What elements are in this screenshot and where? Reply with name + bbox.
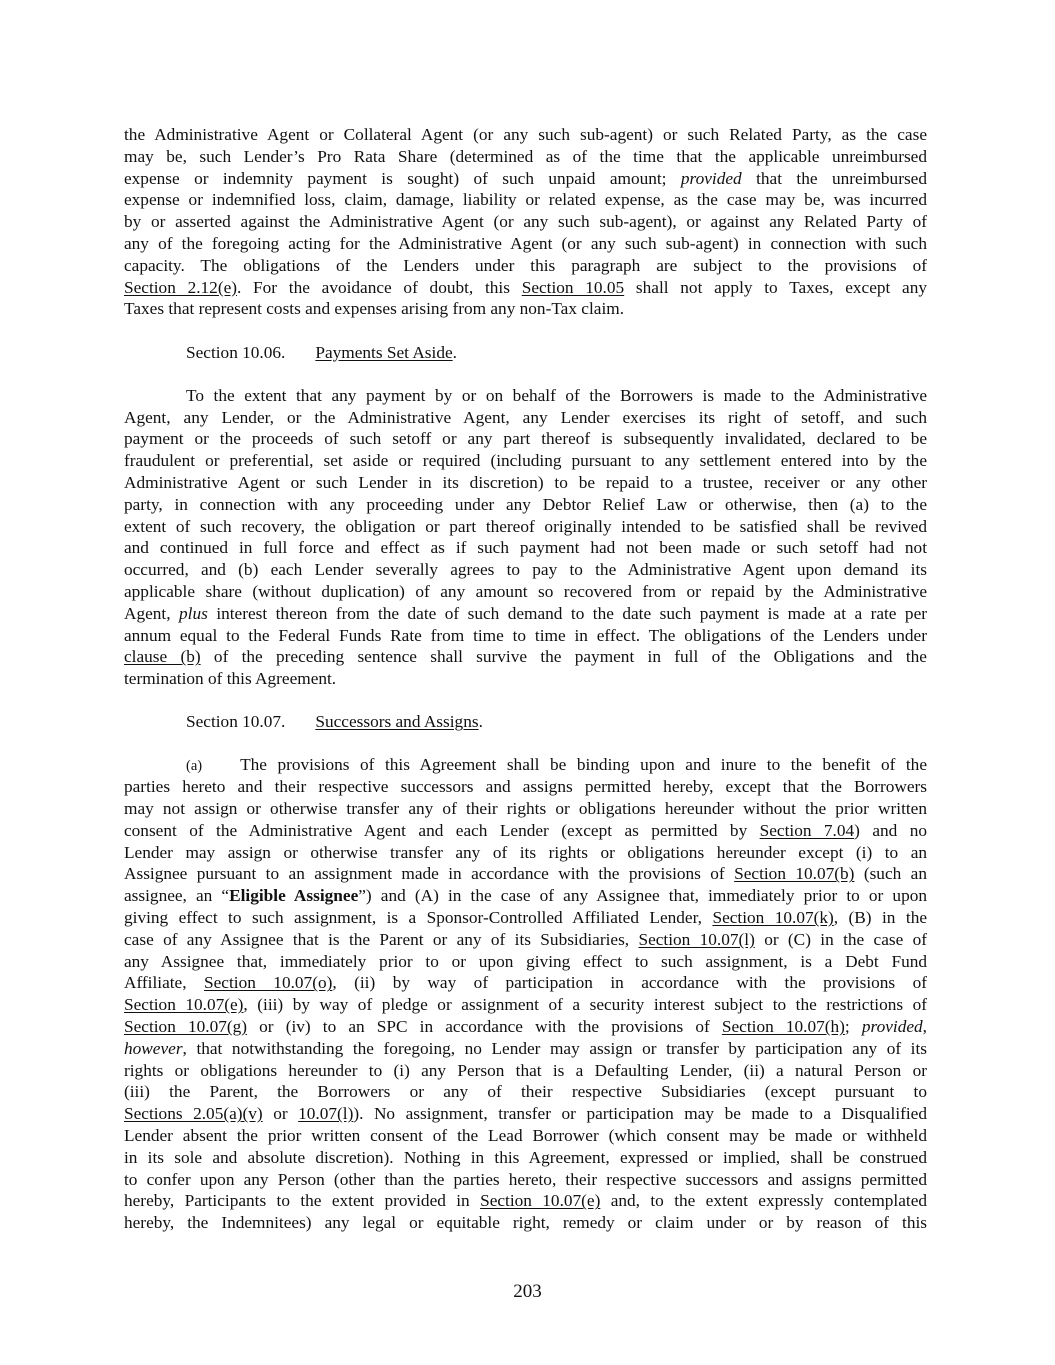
text-line: by or asserted against the Administrative Agent (or any such sub-agent), or against any Related Party of — [124, 212, 927, 232]
text-line: To the extent that any payment by or on behalf of the Borrowers is made to the Administrative — [186, 385, 927, 405]
italic-term: provided — [680, 168, 742, 188]
text-line: any of the foregoing acting for the Administrative Agent (or any such sub-agent) in connection with such — [124, 233, 927, 253]
text-line: clause (b) of the preceding sentence shall survive the payment in full of the Obligations and the — [124, 647, 927, 667]
text-line: fraudulent or preferential, set aside or required (including pursuant to any settlement entered into by the — [124, 451, 927, 471]
section-reference: Sections 2.05(a)(v) — [124, 1104, 263, 1124]
text-line: Section 2.12(e). For the avoidance of doubt, this Section 10.05 shall not apply to Taxes, except any — [124, 277, 927, 297]
text-line: case of any Assignee that is the Parent or any of its Subsidiaries, Section 10.07(l) or (C) in the case of — [124, 929, 927, 949]
text-line: any Assignee that, immediately prior to or upon giving effect to such assignment, is a Debt Fund — [124, 951, 927, 971]
clause-marker: (a) — [186, 758, 203, 775]
section-title: Payments Set Aside — [315, 342, 453, 362]
paragraph-indemnification-continuation — [124, 124, 927, 320]
document-page — [124, 124, 927, 1234]
text-line: expense or indemnity payment is sought) of such unpaid amount; provided that the unreimbursed — [124, 168, 927, 188]
section-reference: Section 10.05 — [521, 277, 625, 297]
text-line: Taxes that represent costs and expenses arising from any non-Tax claim. — [124, 299, 625, 319]
section-heading-10-06: Section 10.06. Payments Set Aside. — [186, 342, 457, 362]
text-line: (iii) the Parent, the Borrowers or any of their respective Subsidiaries (except pursuant to — [124, 1082, 927, 1102]
section-reference: Section 10.07(h) — [721, 1017, 845, 1037]
text-line: consent of the Administrative Agent and each Lender (except as permitted by Section 7.04) and no — [124, 820, 927, 840]
text-line: payment or the proceeds of such setoff or any part thereof is subsequently invalidated, declared to be — [124, 429, 927, 449]
paragraph-successors-and-assigns — [124, 754, 927, 1234]
section-reference: Section 2.12(e) — [124, 277, 237, 297]
text-line: may not assign or otherwise transfer any of their rights or obligations hereunder without the prior written — [124, 799, 927, 819]
section-reference: Section 7.04 — [759, 820, 855, 840]
section-heading-10-07: Section 10.07. Successors and Assigns. — [186, 712, 483, 732]
text-line: termination of this Agreement. — [124, 669, 337, 689]
section-reference: Section 10.07(o) — [204, 973, 333, 993]
italic-term: however — [124, 1038, 183, 1058]
text-line: in its sole and absolute discretion). Nothing in this Agreement, expressed or implied, shall be construed — [124, 1147, 927, 1167]
text-line: extent of such recovery, the obligation or part thereof originally intended to be satisfied shall be revived — [124, 516, 927, 536]
text-line: giving effect to such assignment, is a Sponsor-Controlled Affiliated Lender, Section 10.07(k), (B) in the — [124, 908, 927, 928]
text-line: (a) The provisions of this Agreement shall be binding upon and inure to the benefit of the — [186, 755, 927, 775]
section-title: Successors and Assigns — [315, 712, 479, 732]
text-line: however, that notwithstanding the foregoing, no Lender may assign or transfer by participation any of its — [124, 1038, 927, 1058]
text-line: Affiliate, Section 10.07(o), (ii) by way of participation in accordance with the provisions of — [124, 973, 927, 993]
defined-term: Eligible Assignee — [229, 886, 359, 906]
text-line: and continued in full force and effect as if such payment had not been made or such setoff had not — [124, 538, 927, 558]
text-line: hereby, the Indemnitees) any legal or equitable right, remedy or claim under or by reason of this — [124, 1213, 927, 1233]
text-line: Agent, plus interest thereon from the date of such demand to the date such payment is made at a rate per — [124, 603, 927, 623]
text-line: assignee, an “Eligible Assignee”) and (A) in the case of any Assignee that, immediately prior to or upon — [124, 886, 927, 906]
text-line: Lender may assign or otherwise transfer any of its rights or obligations hereunder except (i) to an — [124, 842, 927, 862]
section-reference: Section 10.07(g) — [124, 1017, 248, 1037]
section-reference: Section 10.07(e) — [124, 995, 244, 1015]
section-reference: Section 10.07(k) — [712, 908, 834, 928]
text-line: Section 10.07(e), (iii) by way of pledge or assignment of a security interest subject to the restrictions of — [124, 995, 927, 1015]
text-line: Section 10.07(g) or (iv) to an SPC in accordance with the provisions of Section 10.07(h); provided, — [124, 1017, 927, 1037]
text-line: Agent, any Lender, or the Administrative Agent, any Lender exercises its right of setoff, and such — [124, 407, 927, 427]
text-line: the Administrative Agent or Collateral Agent (or any such sub-agent) or such Related Party, as the case — [124, 125, 927, 144]
section-reference: Section 10.07(b) — [734, 864, 855, 884]
text-line: rights or obligations hereunder to (i) any Person that is a Defaulting Lender, (ii) a natural Person or — [124, 1060, 927, 1080]
paragraph-payments-set-aside — [124, 385, 927, 690]
section-reference: 10.07(l) — [298, 1104, 354, 1124]
text-line: capacity. The obligations of the Lenders under this paragraph are subject to the provisions of — [124, 255, 927, 275]
section-reference: Section 10.07(e) — [480, 1191, 601, 1211]
text-line: party, in connection with any proceeding under any Debtor Relief Law or otherwise, then (a) to the — [124, 494, 927, 514]
text-line: hereby, Participants to the extent provided in Section 10.07(e) and, to the extent expressly contemplated — [124, 1191, 927, 1211]
section-reference: Section 10.07(l) — [638, 929, 755, 949]
text-line: Sections 2.05(a)(v) or 10.07(l)). No assignment, transfer or participation may be made to a Disqualified — [124, 1104, 927, 1124]
text-line: Administrative Agent or such Lender in its discretion) to be repaid to a trustee, receiver or any other — [124, 472, 927, 492]
text-line: occurred, and (b) each Lender severally agrees to pay to the Administrative Agent upon demand its — [124, 560, 927, 580]
text-line: Assignee pursuant to an assignment made in accordance with the provisions of Section 10.07(b) (such an — [124, 864, 927, 884]
text-line: annum equal to the Federal Funds Rate from time to time in effect. The obligations of the Lenders under — [124, 625, 927, 645]
text-line: applicable share (without duplication) of any amount so recovered from or repaid by the Administrative — [124, 581, 927, 601]
text-line: expense or indemnified loss, claim, damage, liability or related expense, as the case may be, was incurred — [124, 190, 927, 210]
page-number: 203 — [513, 1281, 542, 1302]
text-line: parties hereto and their respective successors and assigns permitted hereby, except that the Borrowers — [124, 777, 927, 797]
clause-reference: clause (b) — [124, 647, 201, 667]
text-line: to confer upon any Person (other than the parties hereto, their respective successors and assigns permitted — [124, 1169, 927, 1189]
text-line: may be, such Lender’s Pro Rata Share (determined as of the time that the applicable unreimbursed — [124, 146, 927, 166]
text-line: Lender absent the prior written consent of the Lead Borrower (which consent may be made or withheld — [124, 1126, 927, 1146]
italic-term: provided — [861, 1017, 923, 1037]
italic-term: plus — [179, 603, 208, 623]
